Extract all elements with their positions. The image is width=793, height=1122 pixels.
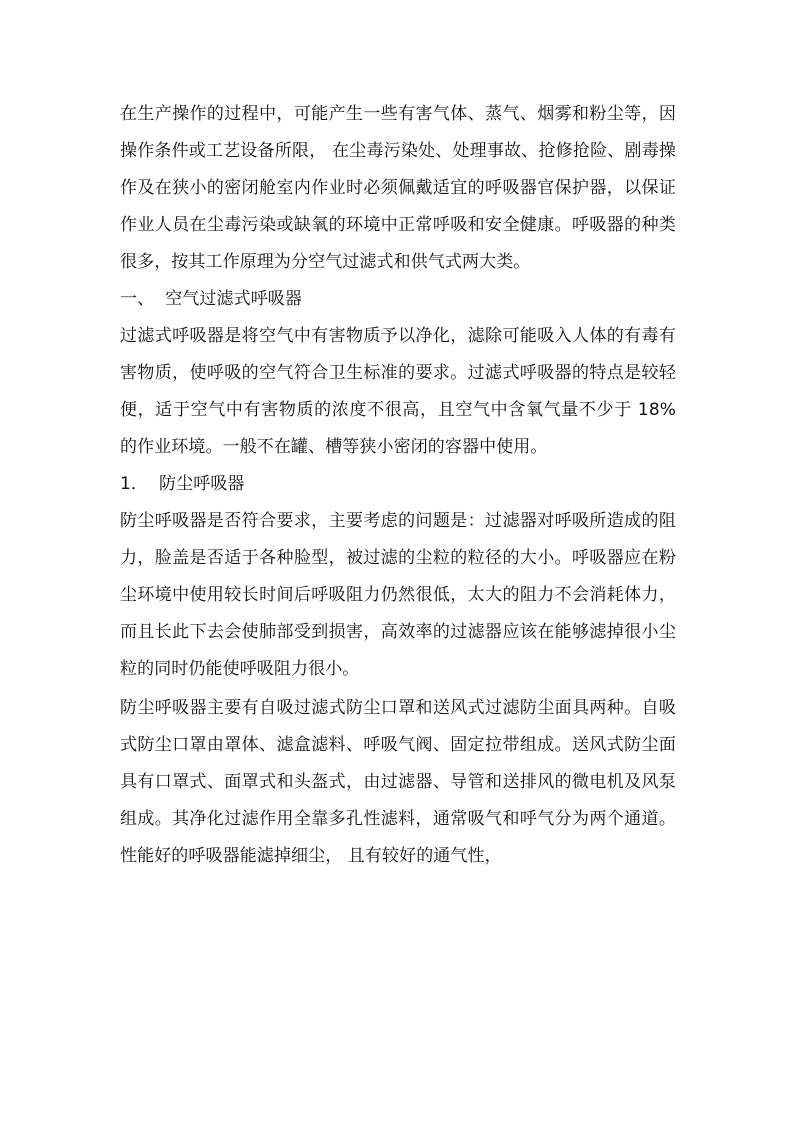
section-paragraph-air-filter-respirator: 过滤式呼吸器是将空气中有害物质予以净化，滤除可能吸入人体的有毒有害物质，使呼吸的空气符合卫生标准的要求。过滤式呼吸器的特点是较轻便，适于空气中有害物质的浓度不很高，且空气中含氧气量不少于 18%的作业环境。一般不在罐、槽等狭小密闭的容器中使用。 <box>120 326 676 457</box>
document-page <box>120 96 676 875</box>
intro-paragraph: 在生产操作的过程中，可能产生一些有害气体、蒸气、烟雾和粉尘等，因操作条件或工艺设备所限， 在尘毒污染处、处理事故、抢修抢险、剧毒操作及在狭小的密闭舱室内作业时必须佩戴适宜的呼吸器官保护器，以保证作业人员在尘毒污染或缺氧的环境中正常呼吸和安全健康。呼吸器的种类很多，按其工作原理为分空气过滤式和供气式两大类。 <box>120 104 676 272</box>
subsection-heading-dust-respirator: 1． 防尘呼吸器 <box>120 474 245 494</box>
section-heading-air-filter-respirator: 一、 空气过滤式呼吸器 <box>120 289 303 309</box>
dust-respirator-paragraph-2: 防尘呼吸器主要有自吸过滤式防尘口罩和送风式过滤防尘面具两种。自吸式防尘口罩由罩体、滤盒滤料、呼吸气阀、固定拉带组成。送风式防尘面具有口罩式、面罩式和头盔式，由过滤器、导管和送排风的微电机及风泵组成。其净化过滤作用全靠多孔性滤料，通常吸气和呼气分为两个通道。性能好的呼吸器能滤掉细尘， 且有较好的通气性， <box>120 698 676 866</box>
dust-respirator-paragraph-1: 防尘呼吸器是否符合要求，主要考虑的问题是：过滤器对呼吸所造成的阻力，脸盖是否适于各种脸型，被过滤的尘粒的粒径的大小。呼吸器应在粉尘环境中使用较长时间后呼吸阻力仍然很低，太大的阻力不会消耗体力，而且长此下去会使肺部受到损害，高效率的过滤器应该在能够滤掉很小尘粒的同时仍能使呼吸阻力很小。 <box>120 511 676 679</box>
